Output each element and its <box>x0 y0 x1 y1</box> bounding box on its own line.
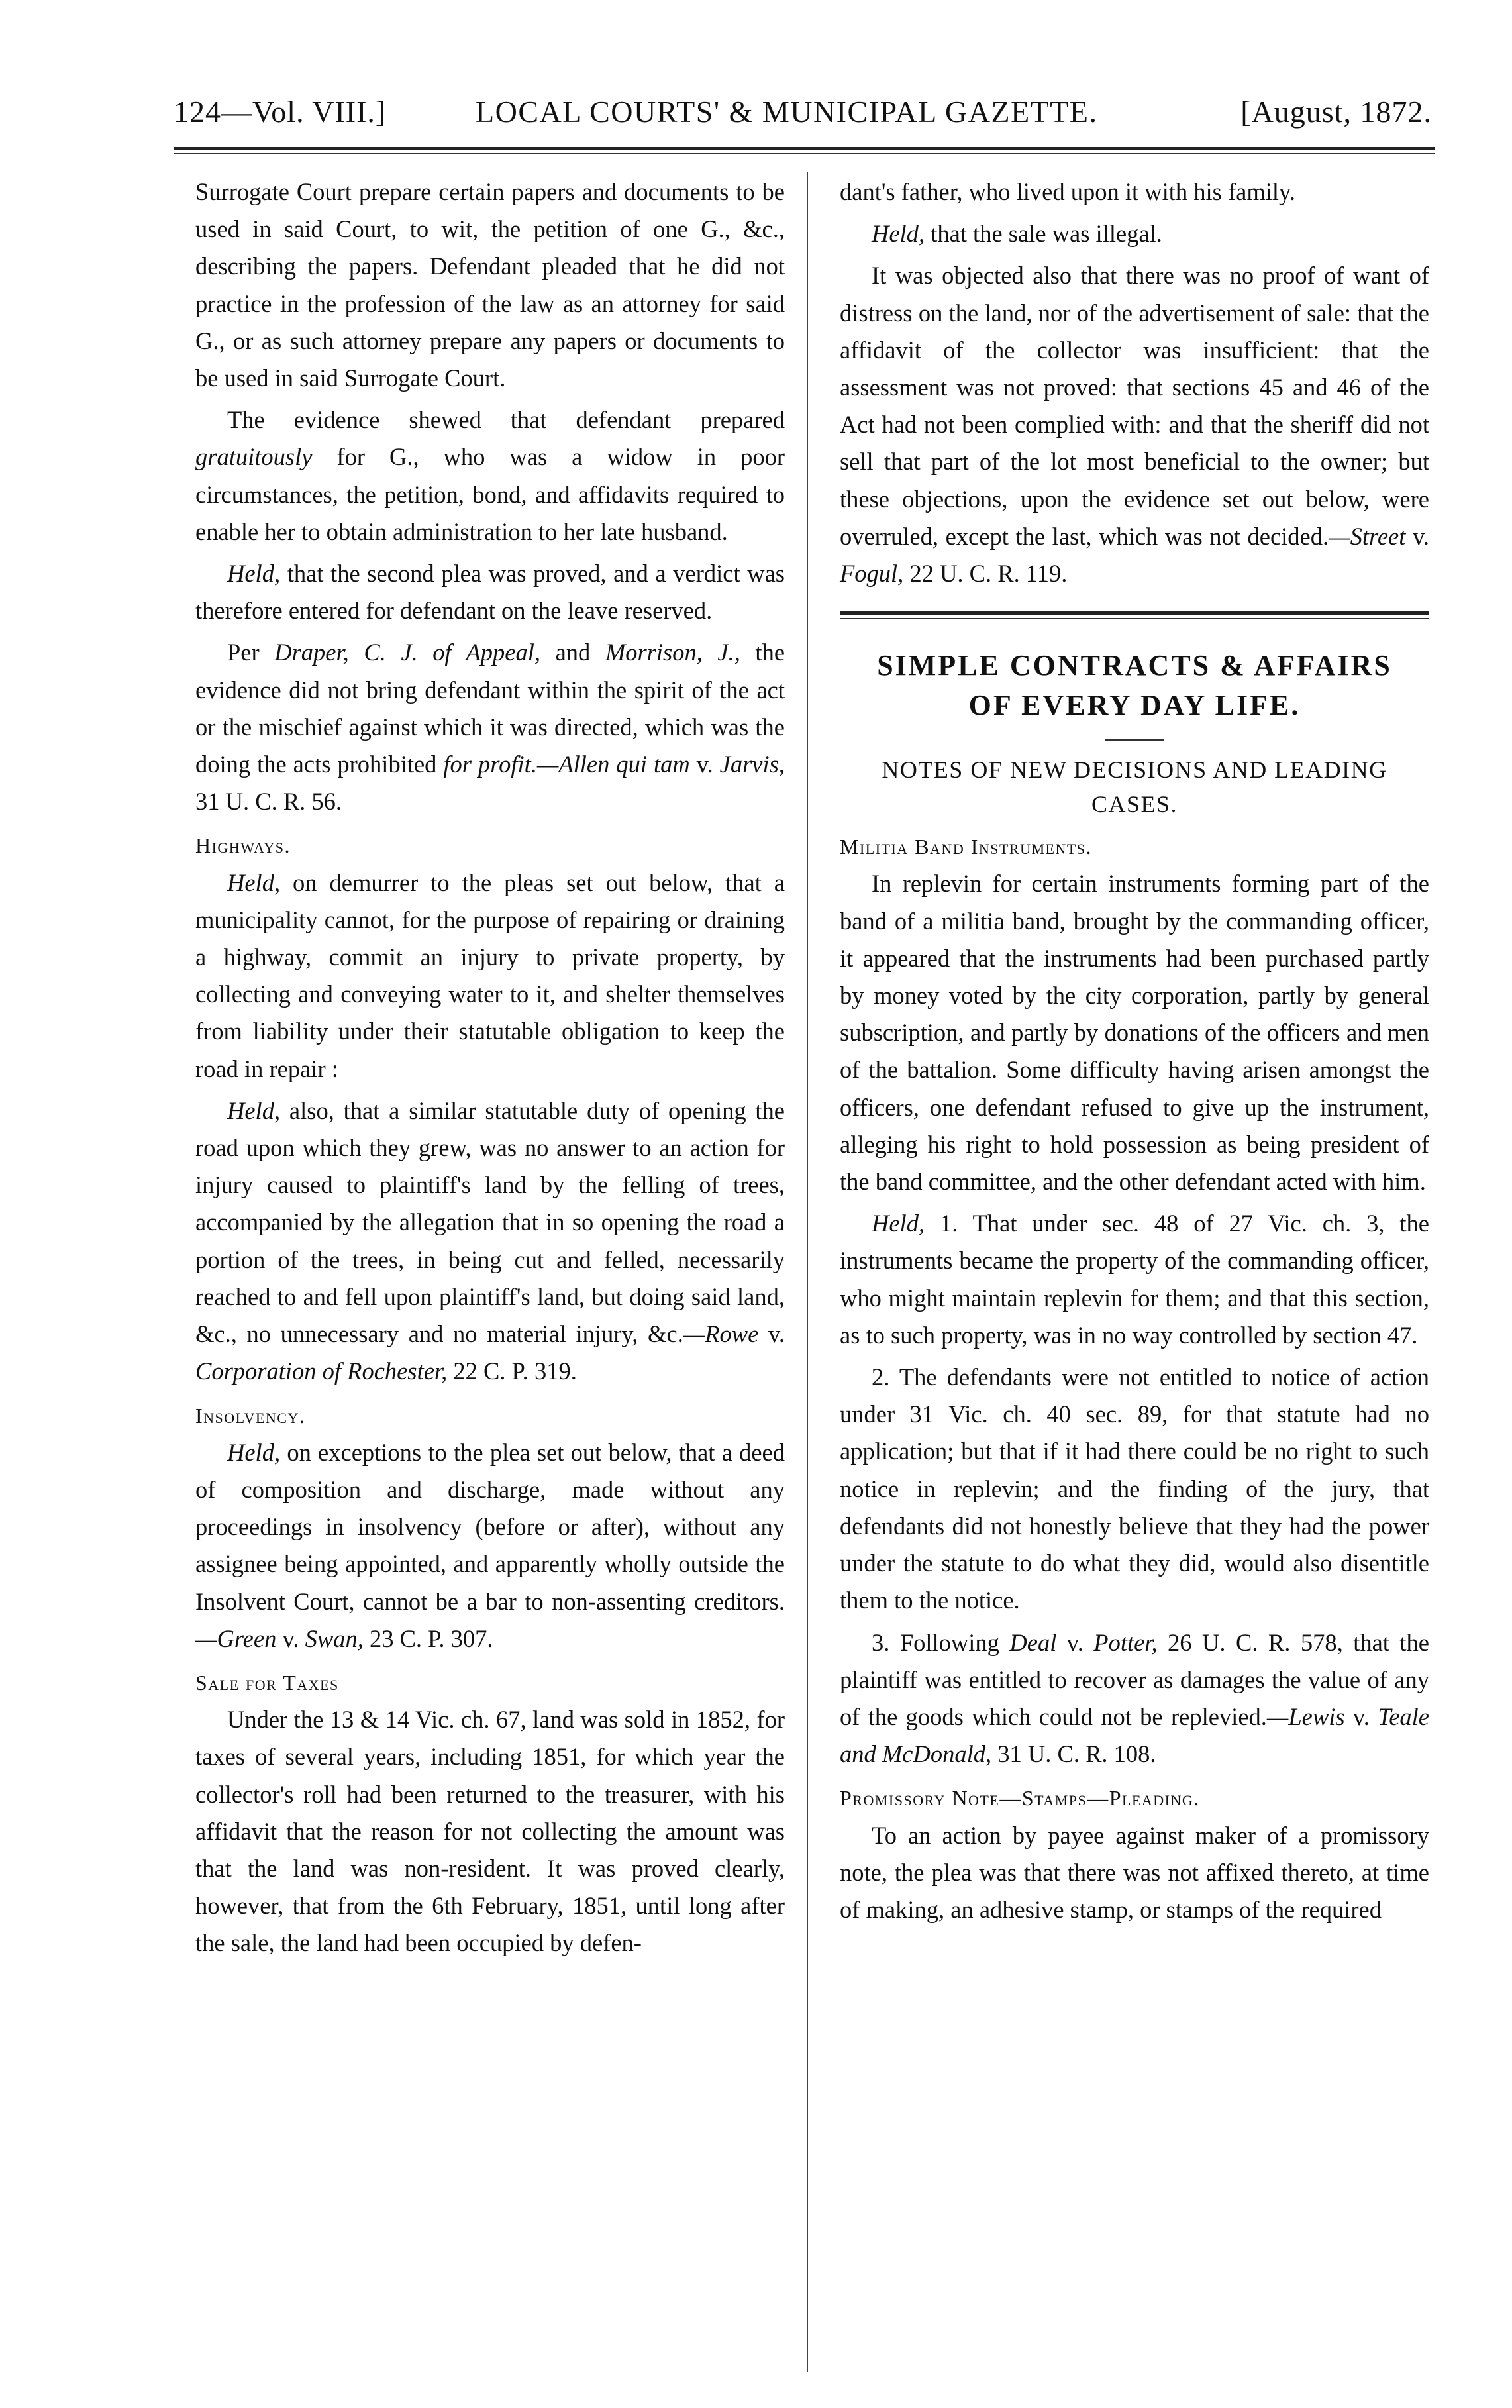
held-2-paragraph: 2. The defendants were not entitled to notice of action under 31 Vic. ch. 40 sec. 89, for that statute had no application; but that if it had there could be no right to such notice in replevin; and the finding of the jury, that defendants did not honestly believe that they had the power under the statute to do what they did, would also disentitle them to the notice. <box>840 1363 1429 1614</box>
issue-date: [August, 1872. <box>1240 95 1432 129</box>
section-title-line-1: SIMPLE CONTRACTS & AFFAIRS <box>877 649 1392 682</box>
header-rule-thick <box>174 147 1435 150</box>
section-title <box>840 646 1429 725</box>
held-3-paragraph: 3. Following Deal v. Potter, 26 U. C. R. 578, that the plaintiff was entitled to recover as damages the value of any of the goods which could not be replevied.—Lewis v. Teale and McDonald, 31 U. C. R. 108. <box>840 1628 1429 1768</box>
section-title-line-2: OF EVERY DAY LIFE. <box>968 689 1301 722</box>
column-divider <box>807 172 808 2372</box>
objections-paragraph: It was objected also that there was no proof of want of distress on the land, nor of the advertisement of sale: that the affidavit of the collector was insufficient: that the assessment was not proved: that sections 45 and 46 of the Act had not been complied with: and that the sheriff did not sell that part of the lot most beneficial to the owner; but these objections, upon the evidence set out below, were overruled, except the last, which was not decided.—Street v. Fogul, 22 U. C. R. 119. <box>840 262 1429 588</box>
section-subtitle <box>840 753 1429 821</box>
highways-held-also-paragraph: Held, also, that a similar statutable duty of opening the road upon which they grew, was no answer to an action for injury caused to plaintiff's land by the felling of trees, accompanied by the allegation that in so opening the road a portion of the trees, in being cut and felled, necessarily reached to and fell upon plaintiff's land, but doing said land, &c., no unnecessary and no material injury, &c.—Rowe v. Corporation of Rochester, 22 C. P. 319. <box>195 1096 785 1385</box>
heading-insolvency: Insolvency. <box>195 1403 306 1428</box>
heading-sale-for-taxes: Sale for Taxes <box>195 1670 339 1695</box>
heading-promissory-note: Promissory Note—Stamps—Pleading. <box>840 1786 1200 1810</box>
sale-for-taxes-paragraph: Under the 13 & 14 Vic. ch. 67, land was sold in 1852, for taxes of several years, including 1851, for which year the collector's roll had been returned to the treasurer, with his affidavit that the reason for not collecting the amount was that the land was non-resident. It was proved clearly, however, that from the 6th February, 1851, until long after the sale, the land had been occupied by defen- <box>195 1706 785 1957</box>
continued-paragraph: dant's father, who lived upon it with his family. <box>840 178 1296 205</box>
publication-title: LOCAL COURTS' & MUNICIPAL GAZETTE. <box>476 95 1098 129</box>
insolvency-held-paragraph: Held, on exceptions to the plea set out below, that a deed of composition and discharge, made without any proceedings in insolvency (before or after), without any assignee being appointed, and apparently wholly outside the Insolvent Court, cannot be a bar to non-assenting creditors.—Green v. Swan, 23 C. P. 307. <box>195 1438 785 1652</box>
per-draper-paragraph: Per Draper, C. J. of Appeal, and Morrison, J., the evidence did not bring defendant within the spirit of the act or the mischief against which it was directed, which was the doing the acts prohibited for profit.—Allen qui tam v. Jarvis, 31 U. C. R. 56. <box>195 639 785 815</box>
evidence-paragraph: The evidence shewed that defendant prepared gratuitously for G., who was a widow in poor circumstances, the petition, bond, and affidavits required to enable her to obtain administration to her late husband. <box>195 406 785 545</box>
held-second-plea-paragraph: Held, that the second plea was proved, and a verdict was therefore entered for defendant on the leave reserved. <box>195 560 785 625</box>
sale-illegal-paragraph: Held, that the sale was illegal. <box>872 220 1162 248</box>
surrogate-paragraph: Surrogate Court prepare certain papers and documents to be used in said Court, to wit, the petition of one G., &c., describing the papers. Defendant pleaded that he did not practice in the profession of the law as an attorney for said G., or as such attorney prepare any papers or documents to be used in said Surrogate Court. <box>195 178 785 392</box>
section-rule-thin <box>840 618 1429 619</box>
section-short-rule <box>1105 739 1164 741</box>
section-subtitle-line-1: NOTES OF NEW DECISIONS AND LEADING <box>882 757 1387 784</box>
heading-militia-band-instruments: Militia Band Instruments. <box>840 835 1093 859</box>
replevin-paragraph: In replevin for certain instruments forming part of the band of a militia band, brought by the commanding officer, it appeared that the instruments had been purchased partly by money voted by the city corporation, partly by general subscription, and partly by donations of the officers and men of the battalion. Some difficulty having arisen amongst the officers, one defendant refused to give up the instrument, alleging his right to hold possession as being president of the band committee, and the other defendant acted with him. <box>840 870 1429 1196</box>
page-volume: 124—Vol. VIII.] <box>174 95 387 129</box>
held-1-paragraph: Held, 1. That under sec. 48 of 27 Vic. ch. 3, the instruments became the property of the commanding officer, who might maintain replevin for them; and that this section, as to such property, was in no way controlled by section 47. <box>840 1210 1429 1349</box>
promissory-note-paragraph: To an action by payee against maker of a promissory note, the plea was that there was not affixed thereto, at time of making, an adhesive stamp, or stamps of the required <box>840 1821 1429 1923</box>
header-rule-thin <box>174 153 1435 154</box>
highways-held-paragraph: Held, on demurrer to the pleas set out below, that a municipality cannot, for the purpose of repairing or draining a highway, commit an injury to private property, by collecting and conveying water to it, and shelter themselves from liability under their statutable obligation to keep the road in repair : <box>195 868 785 1082</box>
right-column <box>840 174 1429 1928</box>
page-header <box>174 94 1432 140</box>
section-rule-thick <box>840 611 1429 615</box>
heading-highways: Highways. <box>195 833 291 858</box>
section-subtitle-line-2: CASES. <box>1091 791 1178 818</box>
left-column <box>195 174 785 1962</box>
